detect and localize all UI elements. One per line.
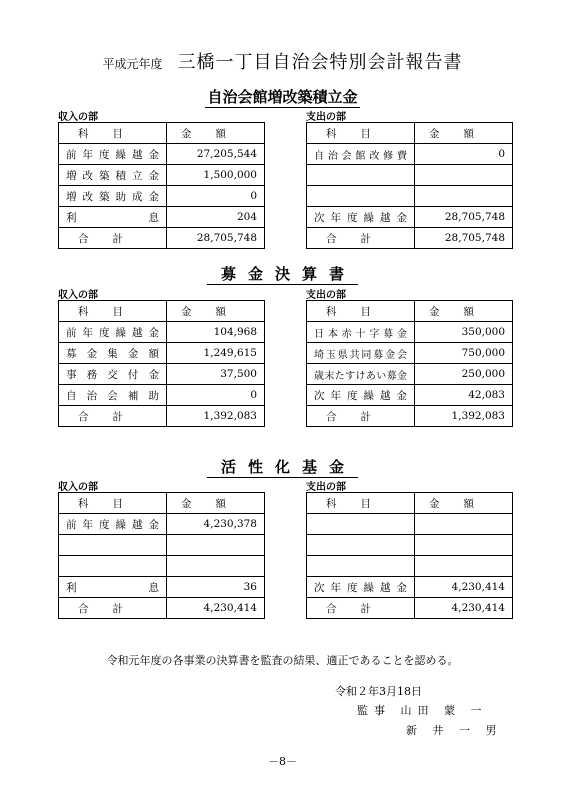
total-row: 合計 28,705,748 — [59, 228, 265, 249]
table-row: 利息 204 — [59, 207, 265, 228]
table-header-row: 科目 金額 — [307, 493, 513, 514]
table-row: 事務交付金 37,500 — [59, 364, 265, 385]
building-fund-expense-table — [306, 122, 513, 249]
table-row: 増改築助成金 0 — [59, 186, 265, 207]
table-row — [307, 186, 513, 207]
table-row — [59, 535, 265, 556]
expense-label: 支出の部 — [306, 290, 346, 301]
table-row: 自治会館改修費 0 — [307, 144, 513, 165]
donation-income-table — [58, 300, 265, 427]
table-row: 歳末たすけあい募金 250,000 — [307, 364, 513, 385]
page-number: －8－ — [268, 755, 297, 768]
revitalization-income-table — [58, 492, 265, 619]
income-label: 収入の部 — [58, 482, 98, 493]
auditor-name-2: 新 井 一 男 — [406, 724, 503, 737]
table-row: 増改築積立金 1,500,000 — [59, 165, 265, 186]
report-title: 三橋一丁目自治会特別会計報告書 — [177, 52, 463, 73]
total-row: 合計 28,705,748 — [307, 228, 513, 249]
table-row: 前年度繰越金 4,230,378 — [59, 514, 265, 535]
table-header-row: 科目 金額 — [59, 123, 265, 144]
table-row: 前年度繰越金 104,968 — [59, 322, 265, 343]
table-row — [307, 556, 513, 577]
table-row — [59, 556, 265, 577]
section-title-donation: 募金決算書 — [0, 263, 565, 284]
expense-label: 支出の部 — [306, 112, 346, 123]
table-row — [307, 514, 513, 535]
table-row: 自治会補助 0 — [59, 385, 265, 406]
table-row — [307, 535, 513, 556]
income-label: 収入の部 — [58, 112, 98, 123]
table-row: 前年度繰越金 27,205,544 — [59, 144, 265, 165]
table-row: 次年度繰越金 42,083 — [307, 385, 513, 406]
total-row: 合計 1,392,083 — [307, 406, 513, 427]
table-row: 埼玉県共同募金会 750,000 — [307, 343, 513, 364]
table-row: 日本赤十字募金 350,000 — [307, 322, 513, 343]
donation-expense-table — [306, 300, 513, 427]
document-title — [0, 48, 565, 74]
total-row: 合計 4,230,414 — [59, 598, 265, 619]
table-header-row: 科目 金額 — [59, 301, 265, 322]
section-title-building-fund: 自治会館増改築積立金 — [207, 88, 358, 106]
total-row: 合計 4,230,414 — [307, 598, 513, 619]
table-row: 募金集金額 1,249,615 — [59, 343, 265, 364]
income-label: 収入の部 — [58, 290, 98, 301]
audit-date: 令和２年3月18日 — [335, 685, 422, 698]
table-row: 利息 36 — [59, 577, 265, 598]
table-row: 次年度繰越金 28,705,748 — [307, 207, 513, 228]
table-header-row: 科目 金額 — [59, 493, 265, 514]
table-row — [307, 165, 513, 186]
building-fund-income-table — [58, 122, 265, 249]
table-header-row: 科目 金額 — [307, 301, 513, 322]
table-header-row: 科目 金額 — [307, 123, 513, 144]
table-row: 次年度繰越金 4,230,414 — [307, 577, 513, 598]
expense-label: 支出の部 — [306, 482, 346, 493]
total-row: 合計 1,392,083 — [59, 406, 265, 427]
audit-confirmation: 令和元年度の各事業の決算書を監査の結果、適正であることを認める。 — [106, 654, 459, 667]
revitalization-expense-table — [306, 492, 513, 619]
fiscal-era: 平成元年度 — [102, 57, 163, 71]
section-title-revitalization-fund: 活性化基金 — [0, 456, 565, 477]
auditor-name-1: 監事 山田 蒙 一 — [357, 704, 488, 717]
